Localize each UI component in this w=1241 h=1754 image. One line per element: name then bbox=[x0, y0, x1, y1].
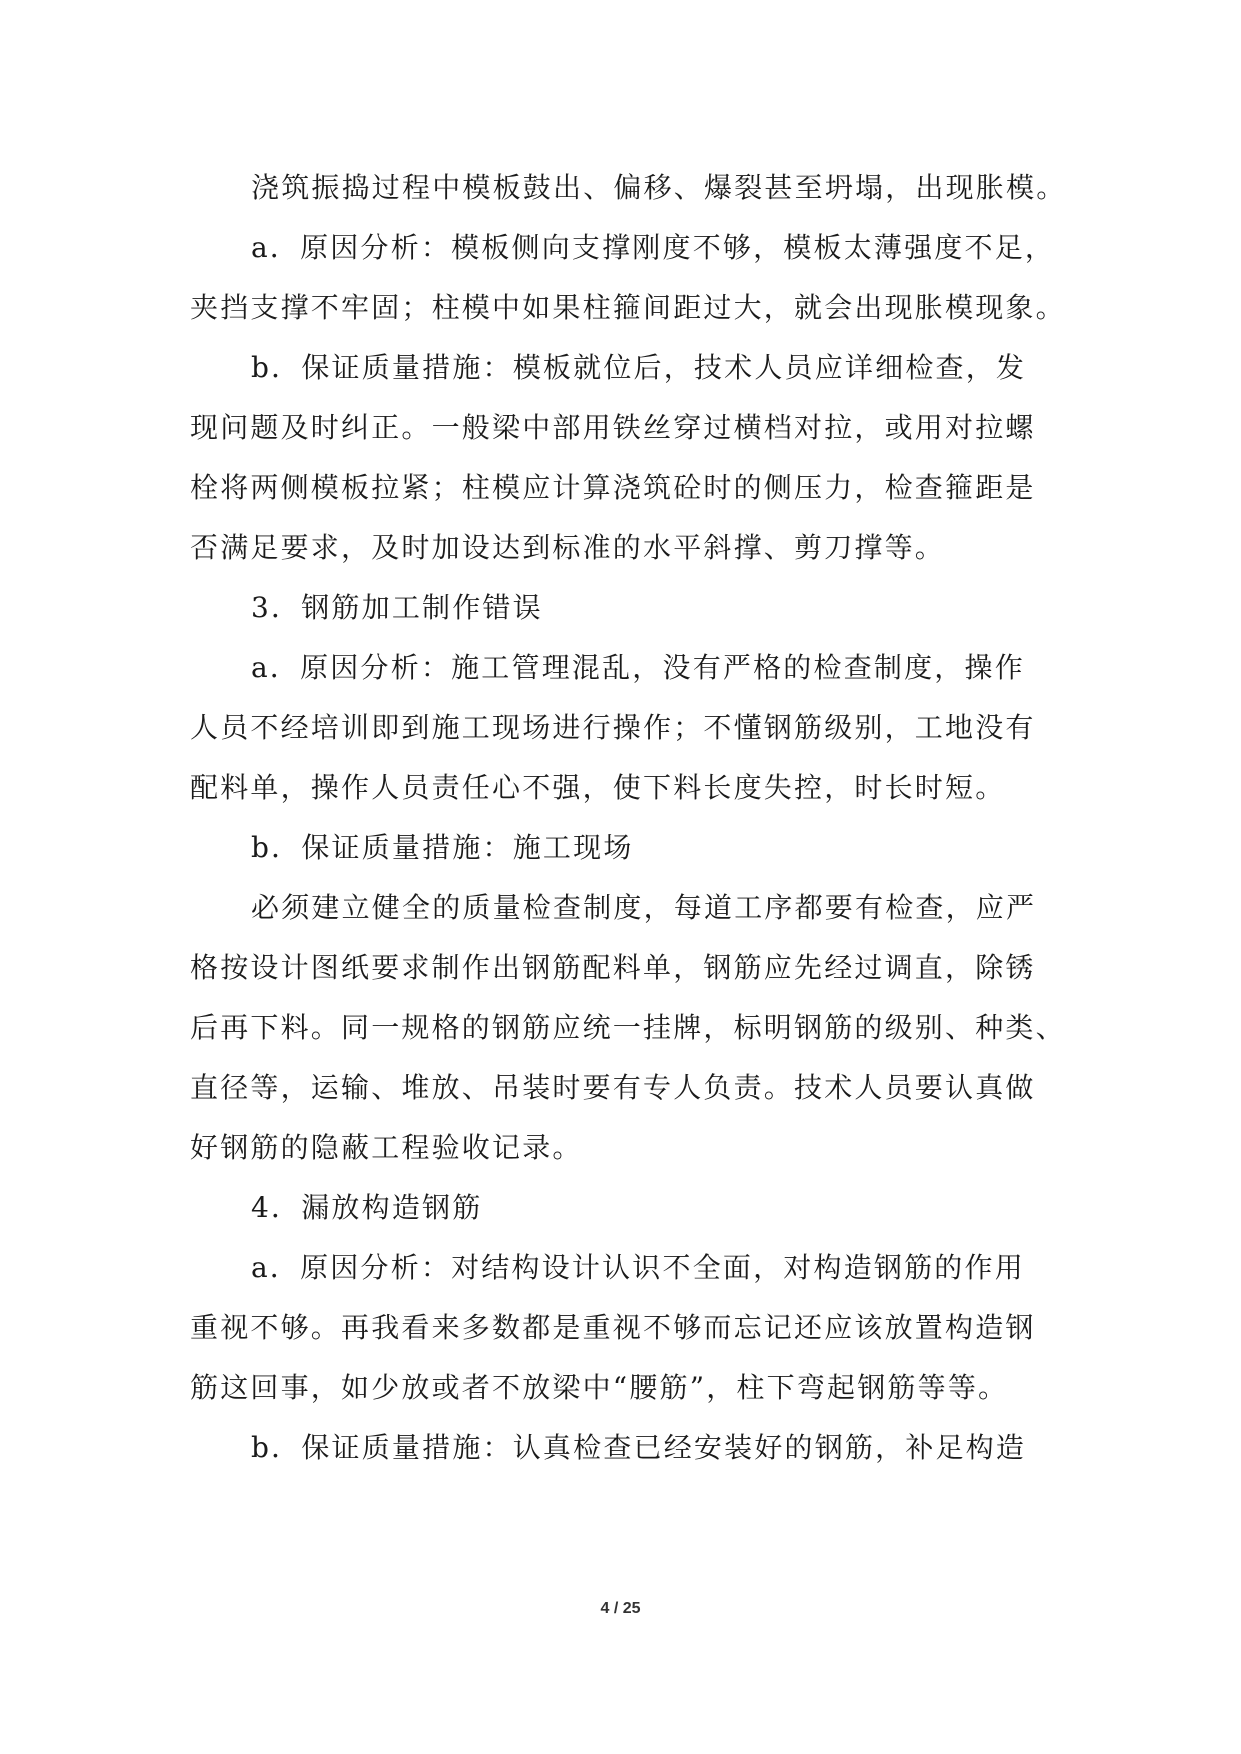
text-line: 配料单，操作人员责任心不强，使下料长度失控，时长时短。 bbox=[190, 771, 1006, 804]
body-text bbox=[190, 158, 1090, 1478]
section-heading: 3．钢筋加工制作错误 bbox=[251, 591, 543, 624]
text-line: 栓将两侧模板拉紧；柱模应计算浇筑砼时的侧压力，检查箍距是 bbox=[190, 471, 1036, 504]
text-line: a．原因分析：模板侧向支撑刚度不够，模板太薄强度不足， bbox=[251, 231, 1056, 264]
text-line: a．原因分析：施工管理混乱，没有严格的检查制度，操作 bbox=[251, 651, 1025, 684]
text-line: 必须建立健全的质量检查制度，每道工序都要有检查，应严 bbox=[251, 891, 1037, 924]
text-line: b．保证质量措施：认真检查已经安装好的钢筋，补足构造 bbox=[251, 1431, 1027, 1464]
page-number: 4 / 25 bbox=[600, 1600, 641, 1617]
text-line: a．原因分析：对结构设计认识不全面，对构造钢筋的作用 bbox=[251, 1251, 1025, 1284]
text-line: 浇筑振捣过程中模板鼓出、偏移、爆裂甚至坍塌，出现胀模。 bbox=[251, 171, 1067, 204]
text-line: 好钢筋的隐蔽工程验收记录。 bbox=[190, 1131, 583, 1164]
text-line: 筋这回事，如少放或者不放梁中“腰筋”，柱下弯起钢筋等等。 bbox=[190, 1371, 1009, 1404]
text-line: 格按设计图纸要求制作出钢筋配料单，钢筋应先经过调直，除锈 bbox=[190, 951, 1036, 984]
text-line: b．保证质量措施：施工现场 bbox=[251, 831, 634, 864]
text-line: 直径等，运输、堆放、吊装时要有专人负责。技术人员要认真做 bbox=[190, 1071, 1036, 1104]
text-line: 人员不经培训即到施工现场进行操作；不懂钢筋级别，工地没有 bbox=[190, 711, 1036, 744]
text-line: 后再下料。同一规格的钢筋应统一挂牌，标明钢筋的级别、种类、 bbox=[190, 1011, 1066, 1044]
section-heading: 4．漏放构造钢筋 bbox=[251, 1191, 483, 1224]
text-line: 现问题及时纠正。一般梁中部用铁丝穿过横档对拉，或用对拉螺 bbox=[190, 411, 1036, 444]
text-line: 否满足要求，及时加设达到标准的水平斜撑、剪刀撑等。 bbox=[190, 531, 946, 564]
text-line: 夹挡支撑不牢固；柱模中如果柱箍间距过大，就会出现胀模现象。 bbox=[190, 291, 1066, 324]
text-line: 重视不够。再我看来多数都是重视不够而忘记还应该放置构造钢 bbox=[190, 1311, 1036, 1344]
text-line: b．保证质量措施：模板就位后，技术人员应详细检查，发 bbox=[251, 351, 1027, 384]
